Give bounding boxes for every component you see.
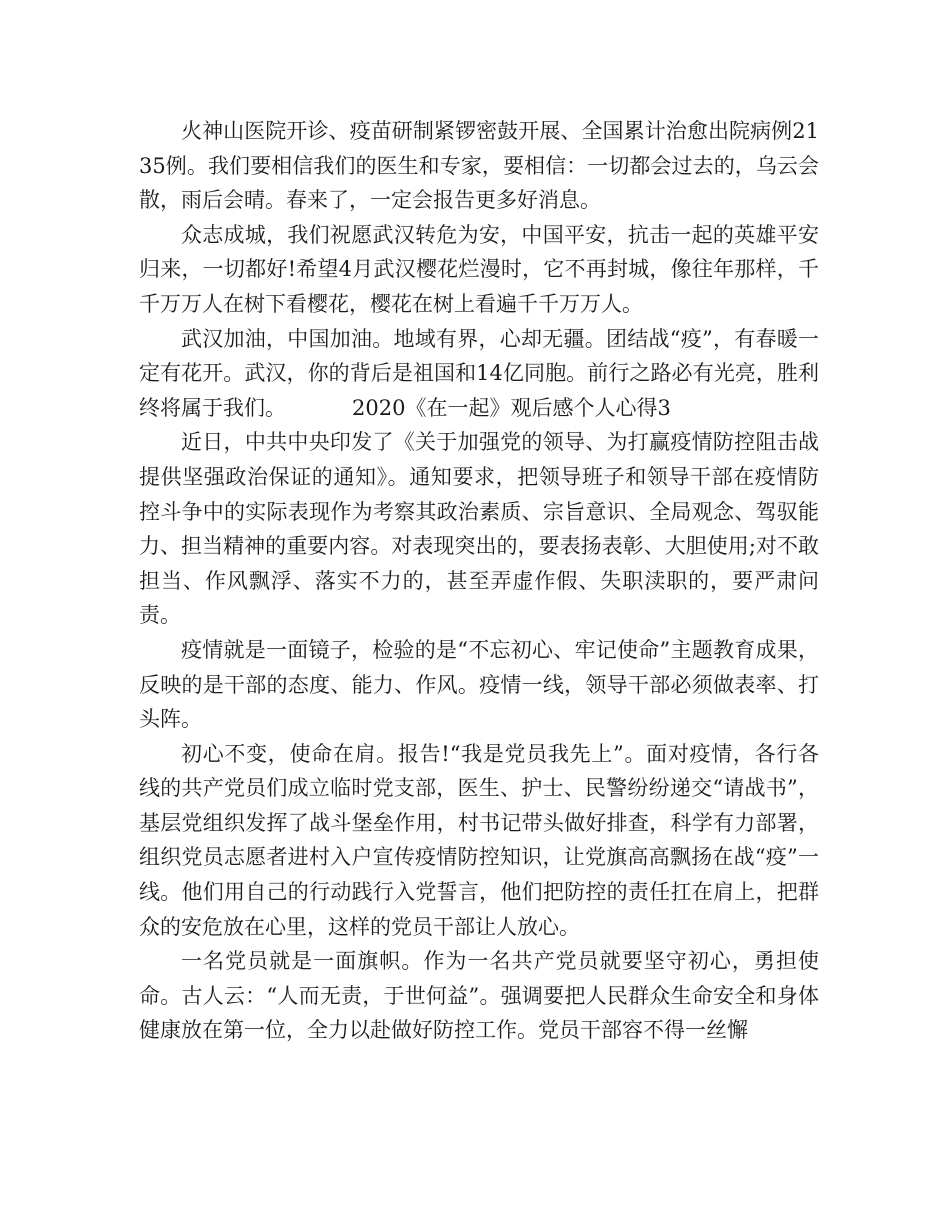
paragraph-1: 火神山医院开诊、疫苗研制紧锣密鼓开展、全国累计治愈出院病例2135例。我们要相信我们的医生和专家，要相信：一切都会过去的，乌云会散，雨后会晴。春来了，一定会报告更多好消息。 [139, 119, 819, 213]
paragraph-6: 初心不变，使命在肩。报告!“我是党员我先上”。面对疫情，各行各线的共产党员们成立临时党支部，医生、护士、民警纷纷递交“请战书”，基层党组织发挥了战斗堡垒作用，村书记带头做好排查，科学有力部署，组织党员志愿者进村入户宣传疫情防控知识，让党旗高高飘扬在战“疫”一线。他们用自己的行动践行入党誓言，他们把防控的责任扛在肩上，把群众的安危放在心里，这样的党员干部让人放心。 [139, 741, 819, 939]
paragraph-5: 疫情就是一面镜子，检验的是“不忘初心、牢记使命”主题教育成果，反映的是干部的态度、能力、作风。疫情一线，领导干部必须做表率、打头阵。 [139, 637, 819, 732]
document-body [139, 114, 819, 1048]
paragraph-4: 近日，中共中央印发了《关于加强党的领导、为打赢疫情防控阻击战提供坚强政治保证的通知》。通知要求，把领导班子和领导干部在疫情防控斗争中的实际表现作为考察其政治素质、宗旨意识、全局观念、驾驭能力、担当精神的重要内容。对表现突出的，要表扬表彰、大胆使用;对不敢担当、作风飘浮、落实不力的，甚至弄虚作假、失职渎职的，要严肃问责。 [139, 430, 819, 628]
paragraph-3-text: 武汉加油，中国加油。地域有界，心却无疆。团结战“疫”，有春暖一定有花开。武汉，你的背后是祖国和14亿同胞。前行之路必有光亮，胜利终将属于我们。 [139, 326, 819, 420]
paragraph-3 [139, 322, 819, 426]
paragraph-2: 众志成城，我们祝愿武汉转危为安，中国平安，抗击一起的英雄平安归来，一切都好!希望4月武汉樱花烂漫时，它不再封城，像往年那样，千千万万人在树下看樱花，樱花在树上看遍千千万万人。 [139, 222, 819, 316]
paragraph-7: 一名党员就是一面旗帜。作为一名共产党员就要坚守初心，勇担使命。古人云：“人而无责，于世何益”。强调要把人民群众生命安全和身体健康放在第一位，全力以赴做好防控工作。党员干部容不得一丝懈 [139, 949, 819, 1043]
section-title: 2020《在一起》观后感个人心得3 [352, 395, 671, 420]
